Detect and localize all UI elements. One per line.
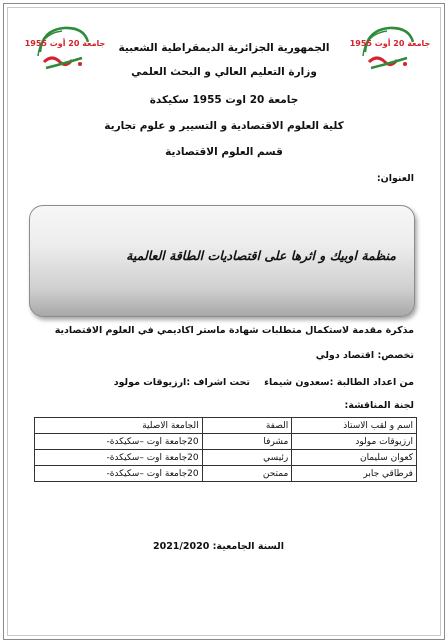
table-row xyxy=(35,434,417,450)
student-name: من اعداد الطالبة :سعدون شيماء xyxy=(264,377,414,388)
committee-table xyxy=(34,417,417,482)
table-cell: 20جامعة اوت –سكيكدة- xyxy=(35,466,203,482)
republic-heading: الجمهورية الجزائرية الديمقراطية الشعبية xyxy=(118,42,330,54)
title-label: العنوان: xyxy=(376,173,414,184)
table-header-cell: الجامعة الاصلية xyxy=(35,418,203,434)
memo-description: مذكرة مقدمة لاستكمال متطلبات شهادة ماستر اكاديمي في العلوم الاقتصادية xyxy=(54,325,414,336)
table-cell: فرطاقي جابر xyxy=(292,466,417,482)
committee-label: لجنة المناقشة: xyxy=(344,400,414,411)
specialty: تخصص: اقتصاد دولي xyxy=(315,350,414,361)
table-header-row xyxy=(35,418,417,434)
thesis-title: منظمة اوبيك و اثرها على اقتصاديات الطاقة العالمية xyxy=(126,248,396,263)
table-cell: كعوان سليمان xyxy=(292,450,417,466)
academic-year: السنة الجامعية: 2021/2020 xyxy=(152,541,284,552)
table-header-cell: اسم و لقب الاستاذ xyxy=(292,418,417,434)
table-header-cell: الصفة xyxy=(202,418,292,434)
ministry-heading: وزارة التعليم العالي و البحث العلمي xyxy=(131,66,317,78)
logo-text: جامعة 20 أوت 1955 xyxy=(24,39,106,48)
title-box xyxy=(29,205,415,317)
table-cell: ممتحن xyxy=(202,466,292,482)
table-cell: مشرفا xyxy=(202,434,292,450)
table-row xyxy=(35,450,417,466)
faculty-heading: كلية العلوم الاقتصادية و التسيير و علوم تجارية xyxy=(104,120,344,132)
table-row xyxy=(35,466,417,482)
logo-text: جامعة 20 أوت 1955 xyxy=(349,39,431,48)
university-heading: جامعة 20 اوت 1955 سكيكدة xyxy=(149,94,299,106)
supervisor-name: تحت اشراف :ارزيوقات مولود xyxy=(113,377,250,388)
department-heading: قسم العلوم الاقتصادية xyxy=(165,146,283,158)
table-cell: ارزيوقات مولود xyxy=(292,434,417,450)
table-cell: رئيسي xyxy=(202,450,292,466)
table-cell: 20جامعة اوت –سكيكدة- xyxy=(35,450,203,466)
table-cell: 20جامعة اوت –سكيكدة- xyxy=(35,434,203,450)
